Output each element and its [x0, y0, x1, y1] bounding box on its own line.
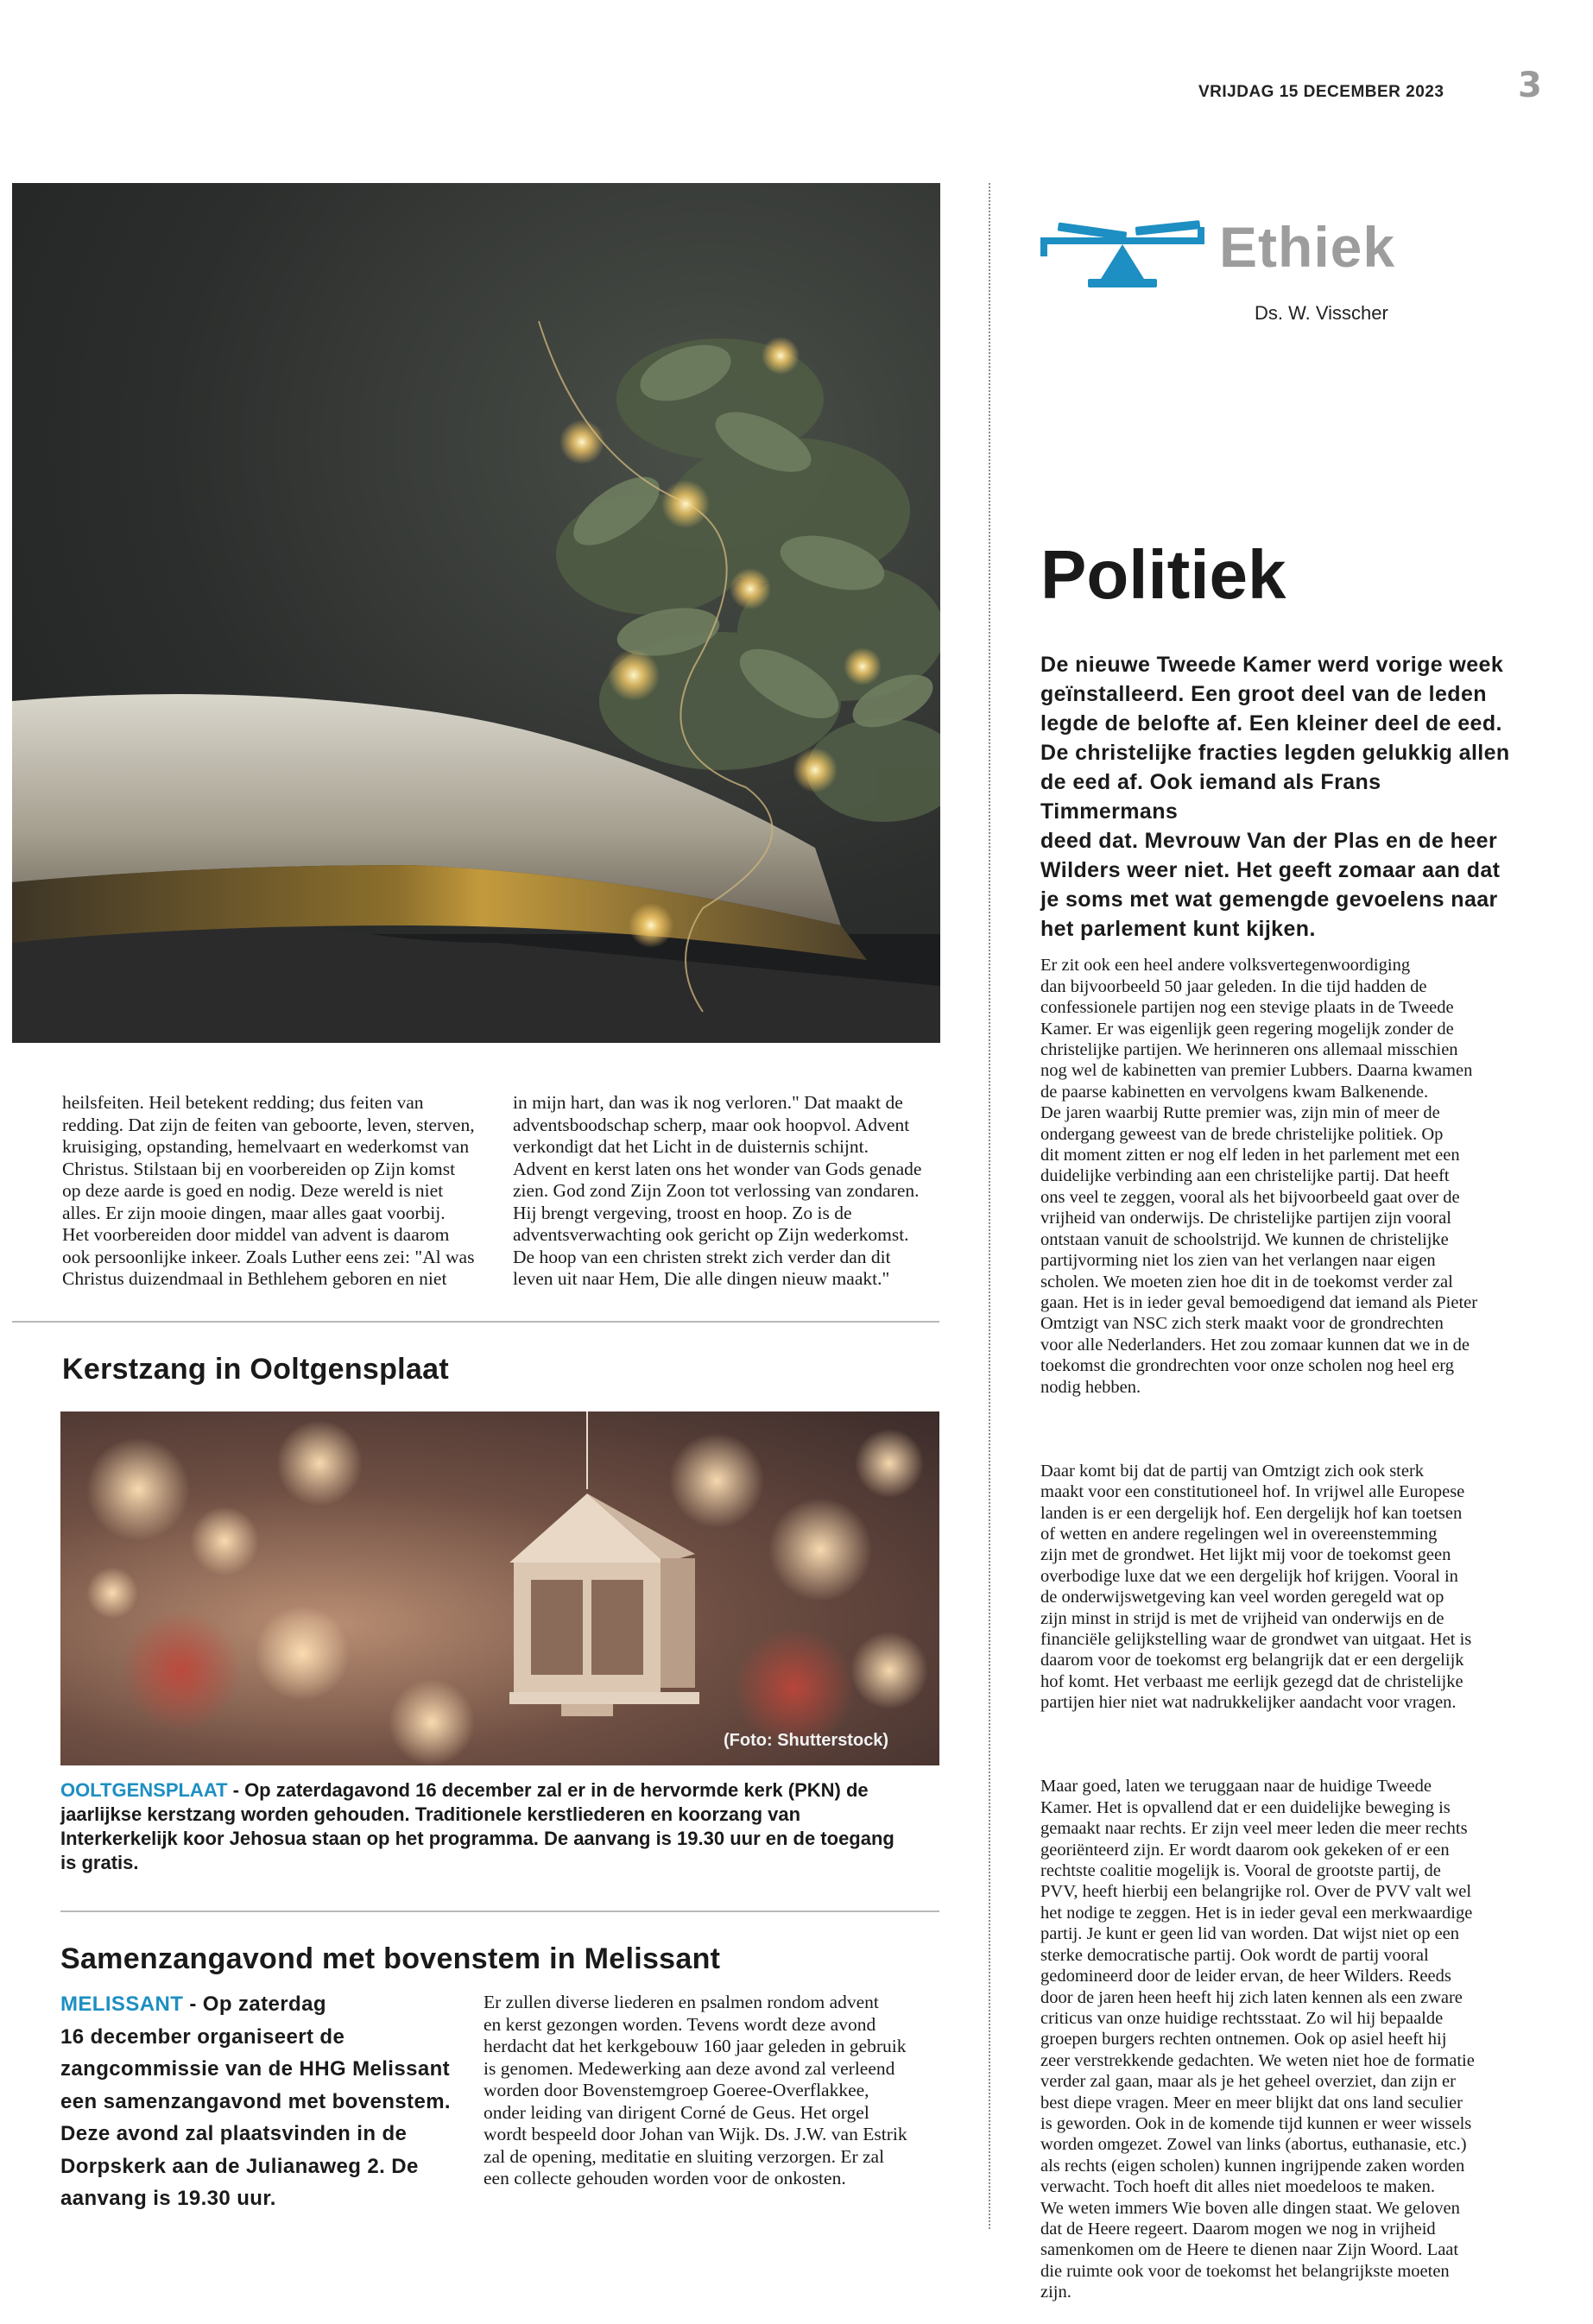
- section-title: Ethiek: [1219, 215, 1396, 279]
- advent-article-column-2: in mijn hart, dan was ik nog verloren." Dat maakt de adventsboodschap scherp, maar ook hoopvol. Advent verkondigt dat het Licht in de duisternis schijnt. Advent en kerst laten ons het wonder van Gods genade zien. God zond Zijn Zoon tot verlossing van zondaren. Hij brengt vergeving, troost en hoop. Zo is de adventsverwachting ook gericht op Zijn wederkomst. De hoop van een christen strekt zich verder dan dit leven uit naar Hem, Die alle dingen nieuw maakt.": [513, 1092, 922, 1289]
- melissant-lead: [60, 1988, 466, 2215]
- melissant-kicker: MELISSANT: [60, 1992, 184, 2016]
- column-paragraph-2: Daar komt bij dat de partij van Omtzigt zich ook sterk maakt voor een constitutioneel hof. In vrijwel alle Europese landen is er een dergelijk hof. Een dergelijk hof kan toetsen of wetten en andere regelingen wel in overeenstemming zijn met de grondwet. Het lijkt mij voor de toekomst geen overbodige luxe dat we een dergelijk hof krijgen. Vooral in de onderwijswetgeving kan veel worden geregeld wat op zijn minst in strijd is met de vrijheid van onderwijs en de financiële gelijkstelling waar de grondwet van uitgaat. Het is daarom voor de toekomst erg belangrijk dat er een dergelijk hof komt. Het verbaast me eerlijk gezegd dat de christelijke partijen hier niet wat nadrukkelijker aandacht voor vragen.: [1040, 1461, 1472, 1713]
- paragraph-gap: [1040, 1418, 1537, 1439]
- column-divider: [989, 183, 990, 2229]
- ooltgensplaat-text: - Op zaterdagavond 16 december zal er in de hervormde kerk (PKN) de jaarlijkse kerstzang worden gehouden. Traditionele kerstliederen en koorzang van Interkerkelijk koor Jehosua staan op het programma. De aanvang is 19.30 uur en de toegang is gratis.: [60, 1779, 894, 1873]
- photo-credit: (Foto: Shutterstock): [724, 1731, 889, 1750]
- column-intro: De nieuwe Tweede Kamer werd vorige week geïnstalleerd. Een groot deel van de leden legde de belofte af. Een kleiner deel de eed. De christelijke fracties legden gelukkig allen de eed af. Ook iemand als Frans Timmermans deed dat. Mevrouw Van der Plas en de heer Wilders weer niet. Het geeft zomaar aan dat je soms met wat gemengde gevoelens naar het parlement kunt kijken.: [1040, 653, 1510, 941]
- advent-article-column-1: heilsfeiten. Heil betekent redding; dus feiten van redding. Dat zijn de feiten van geboorte, leven, sterven, kruisiging, opstanding, hemelvaart en wederkomst van Christus. Stilstaan bij en voorbereiden op Zijn komst op deze aarde is goed en nodig. Deze wereld is niet alles. Er zijn mooie dingen, maar alles gaat voorbij. Het voorbereiden door middel van advent is daarom ook persoonlijke inkeer. Zoals Luther eens zei: "Al was Christus duizendmaal in Bethlehem geboren en niet: [62, 1092, 475, 1289]
- section-separator-2: [60, 1910, 939, 1912]
- column-paragraph-3: Maar goed, laten we teruggaan naar de huidige Tweede Kamer. Het is opvallend dat er een duidelijke beweging is gemaakt naar rechts. Er zijn veel meer leden die meer rechts georiënteerd zijn. Er wordt daarom ook gekeken of er een rechtste coalitie mogelijk is. Vooral de grootste partij, de PVV, heeft hierbij een belangrijke rol. Over de PVV valt wel het nodige te zeggen. Het is in ieder geval een merkwaardige partij. Je kunt er geen lid van worden. Dat wijst niet op een sterke democratische partij. Ook wordt de partij vooral gedomineerd door de leider ervan, de heer Wilders. Reeds door de jaren heen heeft hij zich laten kennen als een zware criticus van onze huidige rechtsstaat. Zo wil hij bepaalde groepen burgers rechten ontnemen. Ook op asiel heeft hij zeer verstrekkende gedachten. We weten niet hoe de formatie verder zal gaan, maar als je het geheel overziet, dan zijn er best diepe vragen. Meer en meer blijkt dat ons land seculier is geworden. Ook in de komende tijd kunnen er weer wissels worden omgezet. Zowel van links (abortus, euthanasie, etc.) als rechts (eigen scholen) kunnen ingrijpende zaken worden verwacht. Toch hoeft dit alles niet moedeloos te maken. We weten immers Wie boven alle dingen staat. We geloven dat de Heere regeert. Daarom mogen we nog in vrijheid samenkomen om de Heere te dienen naar Zijn Woord. Laat die ruimte ook voor de toekomst het belangrijkste moeten zijn.: [1040, 1777, 1475, 2302]
- melissant-lead-rest: 16 december organiseert de zangcommissie van de HHG Melissant een samenzangavond met bovenstem. Deze avond zal plaatsvinden in de Dorpskerk aan de Julianaweg 2. De aanvang is 19.30 uur.: [60, 2024, 451, 2210]
- paragraph-gap: [1040, 1734, 1537, 1755]
- page-number: 3: [1518, 66, 1542, 105]
- ooltgensplaat-kicker: OOLTGENSPLAAT: [60, 1779, 228, 1801]
- bible-photo-illustration: [12, 183, 940, 1043]
- column-author: Ds. W. Visscher: [1255, 302, 1388, 324]
- scales-logo-icon: [1040, 212, 1204, 289]
- column-title: Politiek: [1040, 536, 1286, 613]
- column-body: [1040, 934, 1537, 2324]
- melissant-body: Er zullen diverse liederen en psalmen rondom advent en kerst gezongen worden. Tevens wordt deze avond herdacht dat het kerkgebouw 160 jaar geleden in gebruik is genomen. Medewerking aan deze avond zal verleend worden door Bovenstemgroep Goeree-Overflakkee, onder leiding van dirigent Corné de Geus. Het orgel wordt bespeeld door Johan van Wijk. Ds. J.W. van Estrik zal de opening, meditatie en sluiting verzorgen. Er zal een collecte gehouden worden voor de onkosten.: [484, 1992, 907, 2188]
- ooltgensplaat-body: [60, 1778, 915, 1875]
- lantern-photo: [60, 1411, 939, 1765]
- section-separator: [12, 1321, 939, 1323]
- issue-date: VRIJDAG 15 DECEMBER 2023: [1198, 83, 1444, 101]
- melissant-lead-first: - Op zaterdag: [183, 1992, 326, 2016]
- column-paragraph-1: Er zit ook een heel andere volksvertegenwoordiging dan bijvoorbeeld 50 jaar geleden. In die tijd hadden de confessionele partijen nog een stevige plaats in de Tweede Kamer. Er was eigenlijk geen regering mogelijk zonder de christelijke partijen. We herinneren ons allemaal misschien nog wel de kabinetten van premier Lubbers. Daarna kwamen de paarse kabinetten en vervolgens kwam Balkenende. De jaren waarbij Rutte premier was, zijn min of meer de ondergang geweest van de brede christelijke politiek. Op dit moment zitten er nog elf leden in het parlement met een duidelijke verbinding aan een christelijke partij. Dat heeft ons veel te zeggen, vooral als het bijvoorbeeld gaat over de vrijheid van onderwijs. De christelijke partijen zijn vooral ontstaan vanuit de schoolstrijd. We kunnen de christelijke partijvorming niet los zien van het verlangen naar eigen scholen. We moeten zien hoe dit in de toekomst verder zal gaan. Het is in ieder geval bemoedigend dat iemand als Pieter Omtzigt van NSC zich sterk maakt voor de grondrechten voor alle Nederlanders. Het zou zomaar kunnen dat we in de toekomst die grondrechten voor onze scholen nog heel erg nodig hebben.: [1040, 956, 1478, 1397]
- ooltgensplaat-title: Kerstzang in Ooltgensplaat: [62, 1353, 449, 1386]
- melissant-title: Samenzangavond met bovenstem in Melissant: [60, 1942, 721, 1975]
- bible-photo: [12, 183, 940, 1043]
- lantern-photo-illustration: [60, 1411, 939, 1765]
